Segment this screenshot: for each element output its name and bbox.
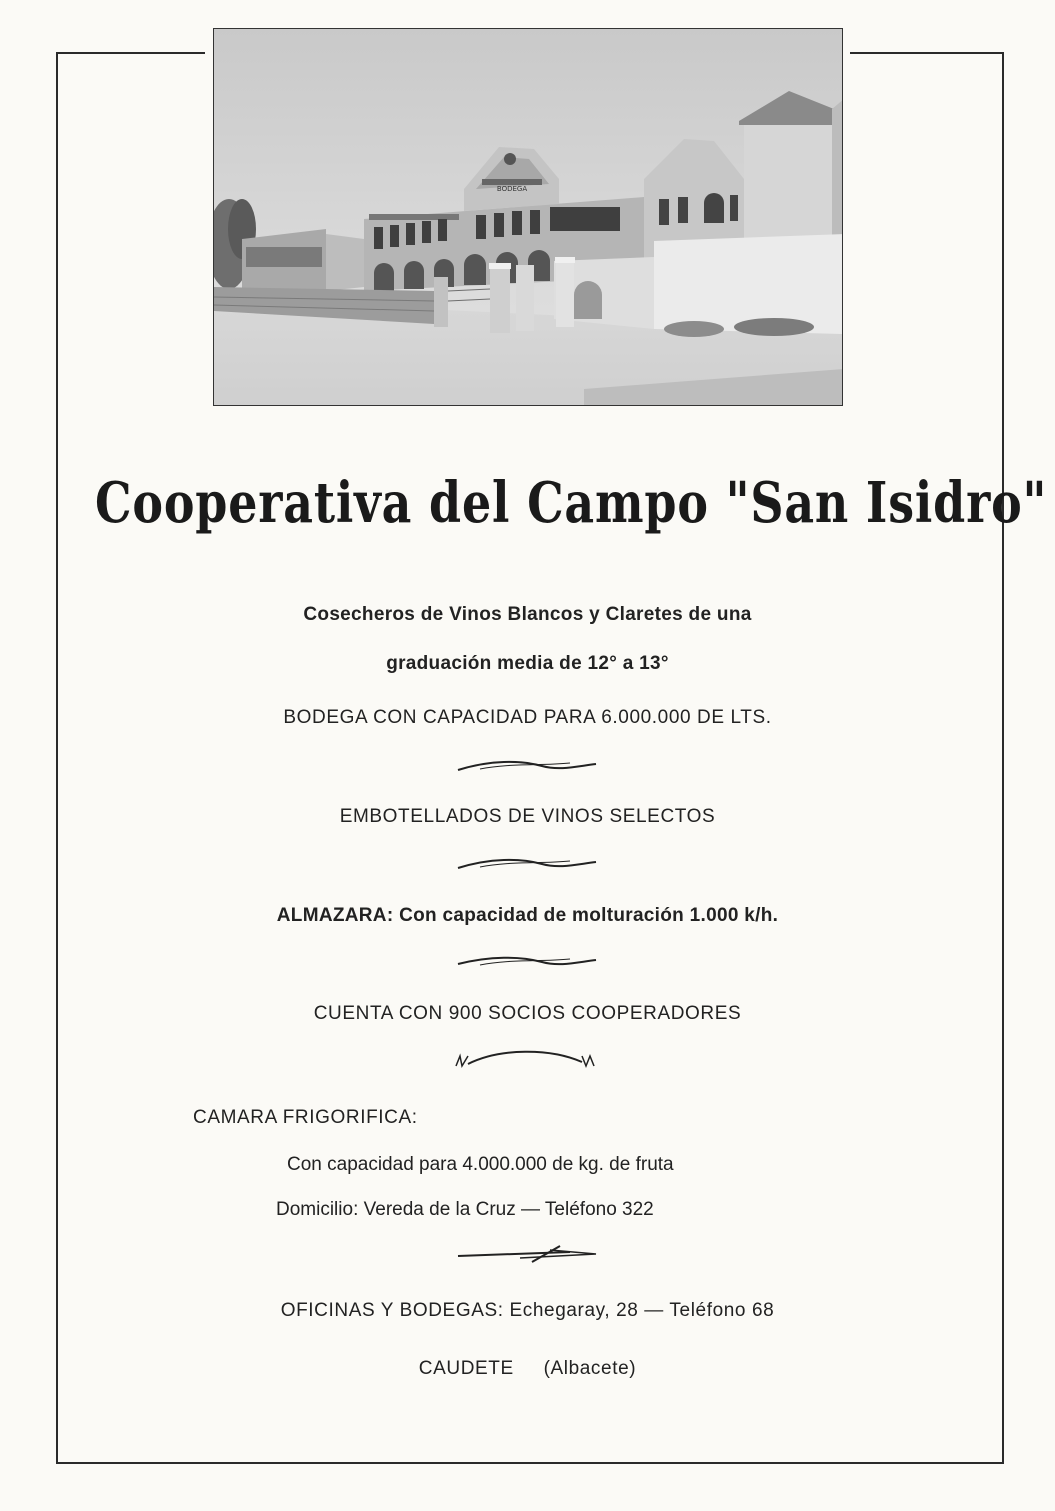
flourish-arrow-icon (450, 1242, 600, 1266)
almazara-line (0, 905, 1055, 927)
flourish-divider-icon-2 (450, 852, 600, 876)
embotellados: EMBOTELLADOS DE VINOS SELECTOS (339, 806, 716, 827)
winery-photo (213, 28, 843, 406)
location-line (0, 1358, 1055, 1380)
socios-line: CUENTA CON 900 SOCIOS COOPERADORES (313, 1003, 742, 1024)
flourish-divider-icon (450, 754, 600, 778)
domicilio: Domicilio: Vereda de la Cruz — Teléfono 322 (276, 1199, 654, 1220)
bodega-capacity: BODEGA CON CAPACIDAD PARA 6.000.000 DE LTS. (283, 707, 772, 728)
flourish-scroll-icon (450, 1046, 600, 1070)
cosecheros-line-2: graduación media de 12° a 13° (386, 653, 669, 674)
almazara-text: Con capacidad de molturación 1.000 k/h. (399, 905, 779, 926)
cosecheros-line-1: Cosecheros de Vinos Blancos y Claretes de una (303, 604, 752, 625)
flourish-divider-icon-3 (450, 950, 600, 974)
page-title: Cooperativa del Campo "San Isidro" (95, 470, 1048, 536)
capacidad-fruta: Con capacidad para 4.000.000 de kg. de fruta (287, 1154, 674, 1175)
albacete: (Albacete) (543, 1358, 637, 1379)
building-sign: BODEGA (496, 185, 528, 193)
camara-frigorifica: CAMARA FRIGORIFICA: (193, 1107, 418, 1128)
almazara-label: ALMAZARA: (276, 905, 394, 926)
oficinas-line: OFICINAS Y BODEGAS: Echegaray, 28 — Teléfono 68 (280, 1300, 775, 1321)
caudete: CAUDETE (418, 1358, 514, 1379)
